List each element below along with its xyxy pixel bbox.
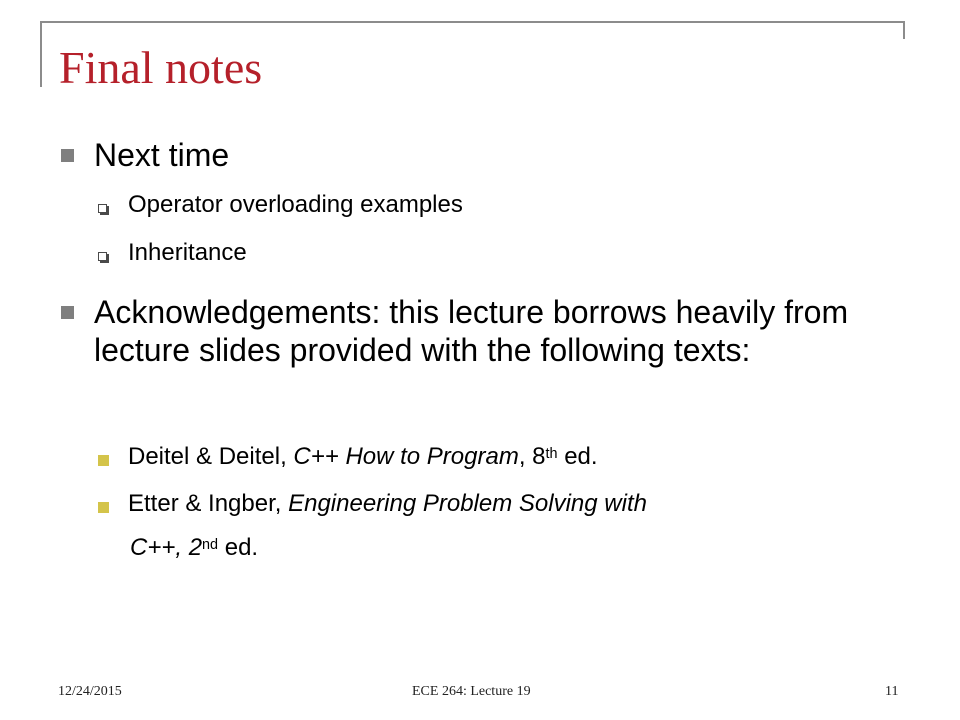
reference-edition-suffix: nd: [202, 536, 219, 553]
reference-ed: ed.: [218, 534, 259, 561]
reference-authors: Etter & Ingber,: [128, 490, 289, 517]
footer-date: 12/24/2015: [58, 684, 122, 699]
slide-frame-left: [40, 21, 42, 87]
list-item-inheritance: Inheritance: [128, 239, 247, 266]
hollow-square-bullet-icon: [98, 252, 107, 261]
slide-title: Final notes: [59, 42, 263, 93]
section-heading-acknowledgements: Acknowledgements: this lecture borrows heavily from lecture slides provided with the following texts:: [94, 294, 849, 368]
square-bullet-icon: [98, 455, 109, 466]
footer-course: ECE 264: Lecture 19: [412, 684, 531, 699]
footer-page-number: 11: [885, 684, 899, 699]
reference-title: C++ How to Program: [293, 443, 519, 470]
reference-edition-suffix: th: [545, 445, 558, 462]
square-bullet-icon: [98, 502, 109, 513]
reference-deitel: [128, 442, 598, 472]
slide-frame-right: [903, 21, 905, 39]
reference-etter: [128, 489, 647, 519]
square-bullet-icon: [61, 149, 74, 162]
list-item-operator-overloading: Operator overloading examples: [128, 191, 463, 218]
reference-ed: ed.: [557, 443, 598, 470]
reference-title-cont: C++, 2: [130, 534, 203, 561]
slide-frame-top: [40, 21, 905, 23]
reference-title: Engineering Problem Solving with: [288, 490, 647, 517]
reference-authors: Deitel & Deitel,: [128, 443, 294, 470]
hollow-square-bullet-icon: [98, 204, 107, 213]
section-heading-next-time: Next time: [94, 137, 230, 173]
square-bullet-icon: [61, 306, 74, 319]
reference-edition: , 8: [518, 443, 546, 470]
reference-etter-line2: [130, 533, 258, 563]
